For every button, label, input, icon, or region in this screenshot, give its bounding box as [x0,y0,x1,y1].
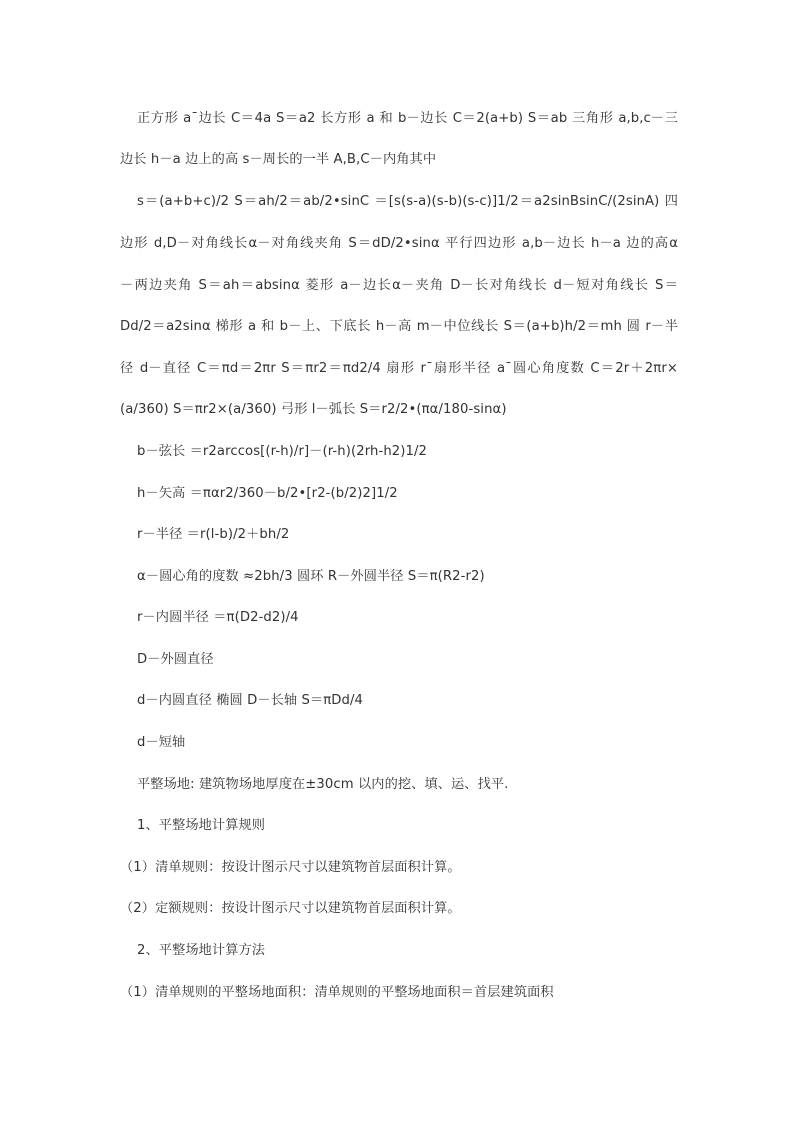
text-line-3: s＝(a+b+c)/2 S＝ah/2＝ab/2•sinC ＝[s(s-a)(s-b)(s-c)]1/2＝a2sinBsinC/(2sinA) 四 [137,194,678,209]
text-line-18: 1、平整场地计算规则 [137,818,266,833]
text-line-2: 边长 h－a 边上的高 s－周长的一半 A,B,C－内角其中 [120,152,437,167]
text-line-9: b－弦长 ＝r2arccos[(r-h)/r]－(r-h)(2rh-h2)1/2 [137,444,428,459]
text-line-8: (a/360) S＝πr2×(a/360) 弓形 l－弧长 S＝r2/2•(πα/180-sinα) [120,402,507,417]
text-line-17: 平整场地: 建筑物场地厚度在±30cm 以内的挖、填、运、找平. [137,777,509,792]
text-line-21: 2、平整场地计算方法 [137,943,266,958]
text-line-20: （2）定额规则：按设计图示尺寸以建筑物首层面积计算。 [120,901,461,916]
text-line-11: r－半径 ＝r(l-b)/2＋bh/2 [137,527,290,542]
text-line-16: d－短轴 [137,735,186,750]
text-line-19: （1）清单规则：按设计图示尺寸以建筑物首层面积计算。 [120,860,461,875]
text-line-7: 径 d－直径 C＝πd＝2πr S＝πr2＝πd2/4 扇形 r¯扇形半径 a¯圆心角度数 C＝2r＋2πr× [120,361,678,376]
text-line-12: α－圆心角的度数 ≈2bh/3 圆环 R－外圆半径 S＝π(R2-r2) [137,569,485,584]
text-line-22: （1）清单规则的平整场地面积：清单规则的平整场地面积＝首层建筑面积 [120,985,554,1000]
text-line-13: r－内圆半径 ＝π(D2-d2)/4 [137,610,299,625]
text-line-5: －两边夹角 S＝ah＝absinα 菱形 a－边长α－夹角 D－长对角线长 d－短对角线长 S＝ [120,278,678,293]
text-line-4: 边形 d,D－对角线长α－对角线夹角 S＝dD/2•sinα 平行四边形 a,b－边长 h－a 边的高α [120,236,678,251]
text-line-15: d－内圆直径 椭圆 D－长轴 S＝πDd/4 [137,693,364,708]
text-line-14: D－外圆直径 [137,652,214,667]
text-line-1: 正方形 a¯边长 C＝4a S＝a2 长方形 a 和 b－边长 C＝2(a+b) S＝ab 三角形 a,b,c－三 [137,111,678,126]
text-line-6: Dd/2＝a2sinα 梯形 a 和 b－上、下底长 h－高 m－中位线长 S＝(a+b)h/2＝mh 圆 r－半 [120,319,678,334]
text-line-10: h－矢高 ＝παr2/360－b/2•[r2-(b/2)2]1/2 [137,486,398,501]
